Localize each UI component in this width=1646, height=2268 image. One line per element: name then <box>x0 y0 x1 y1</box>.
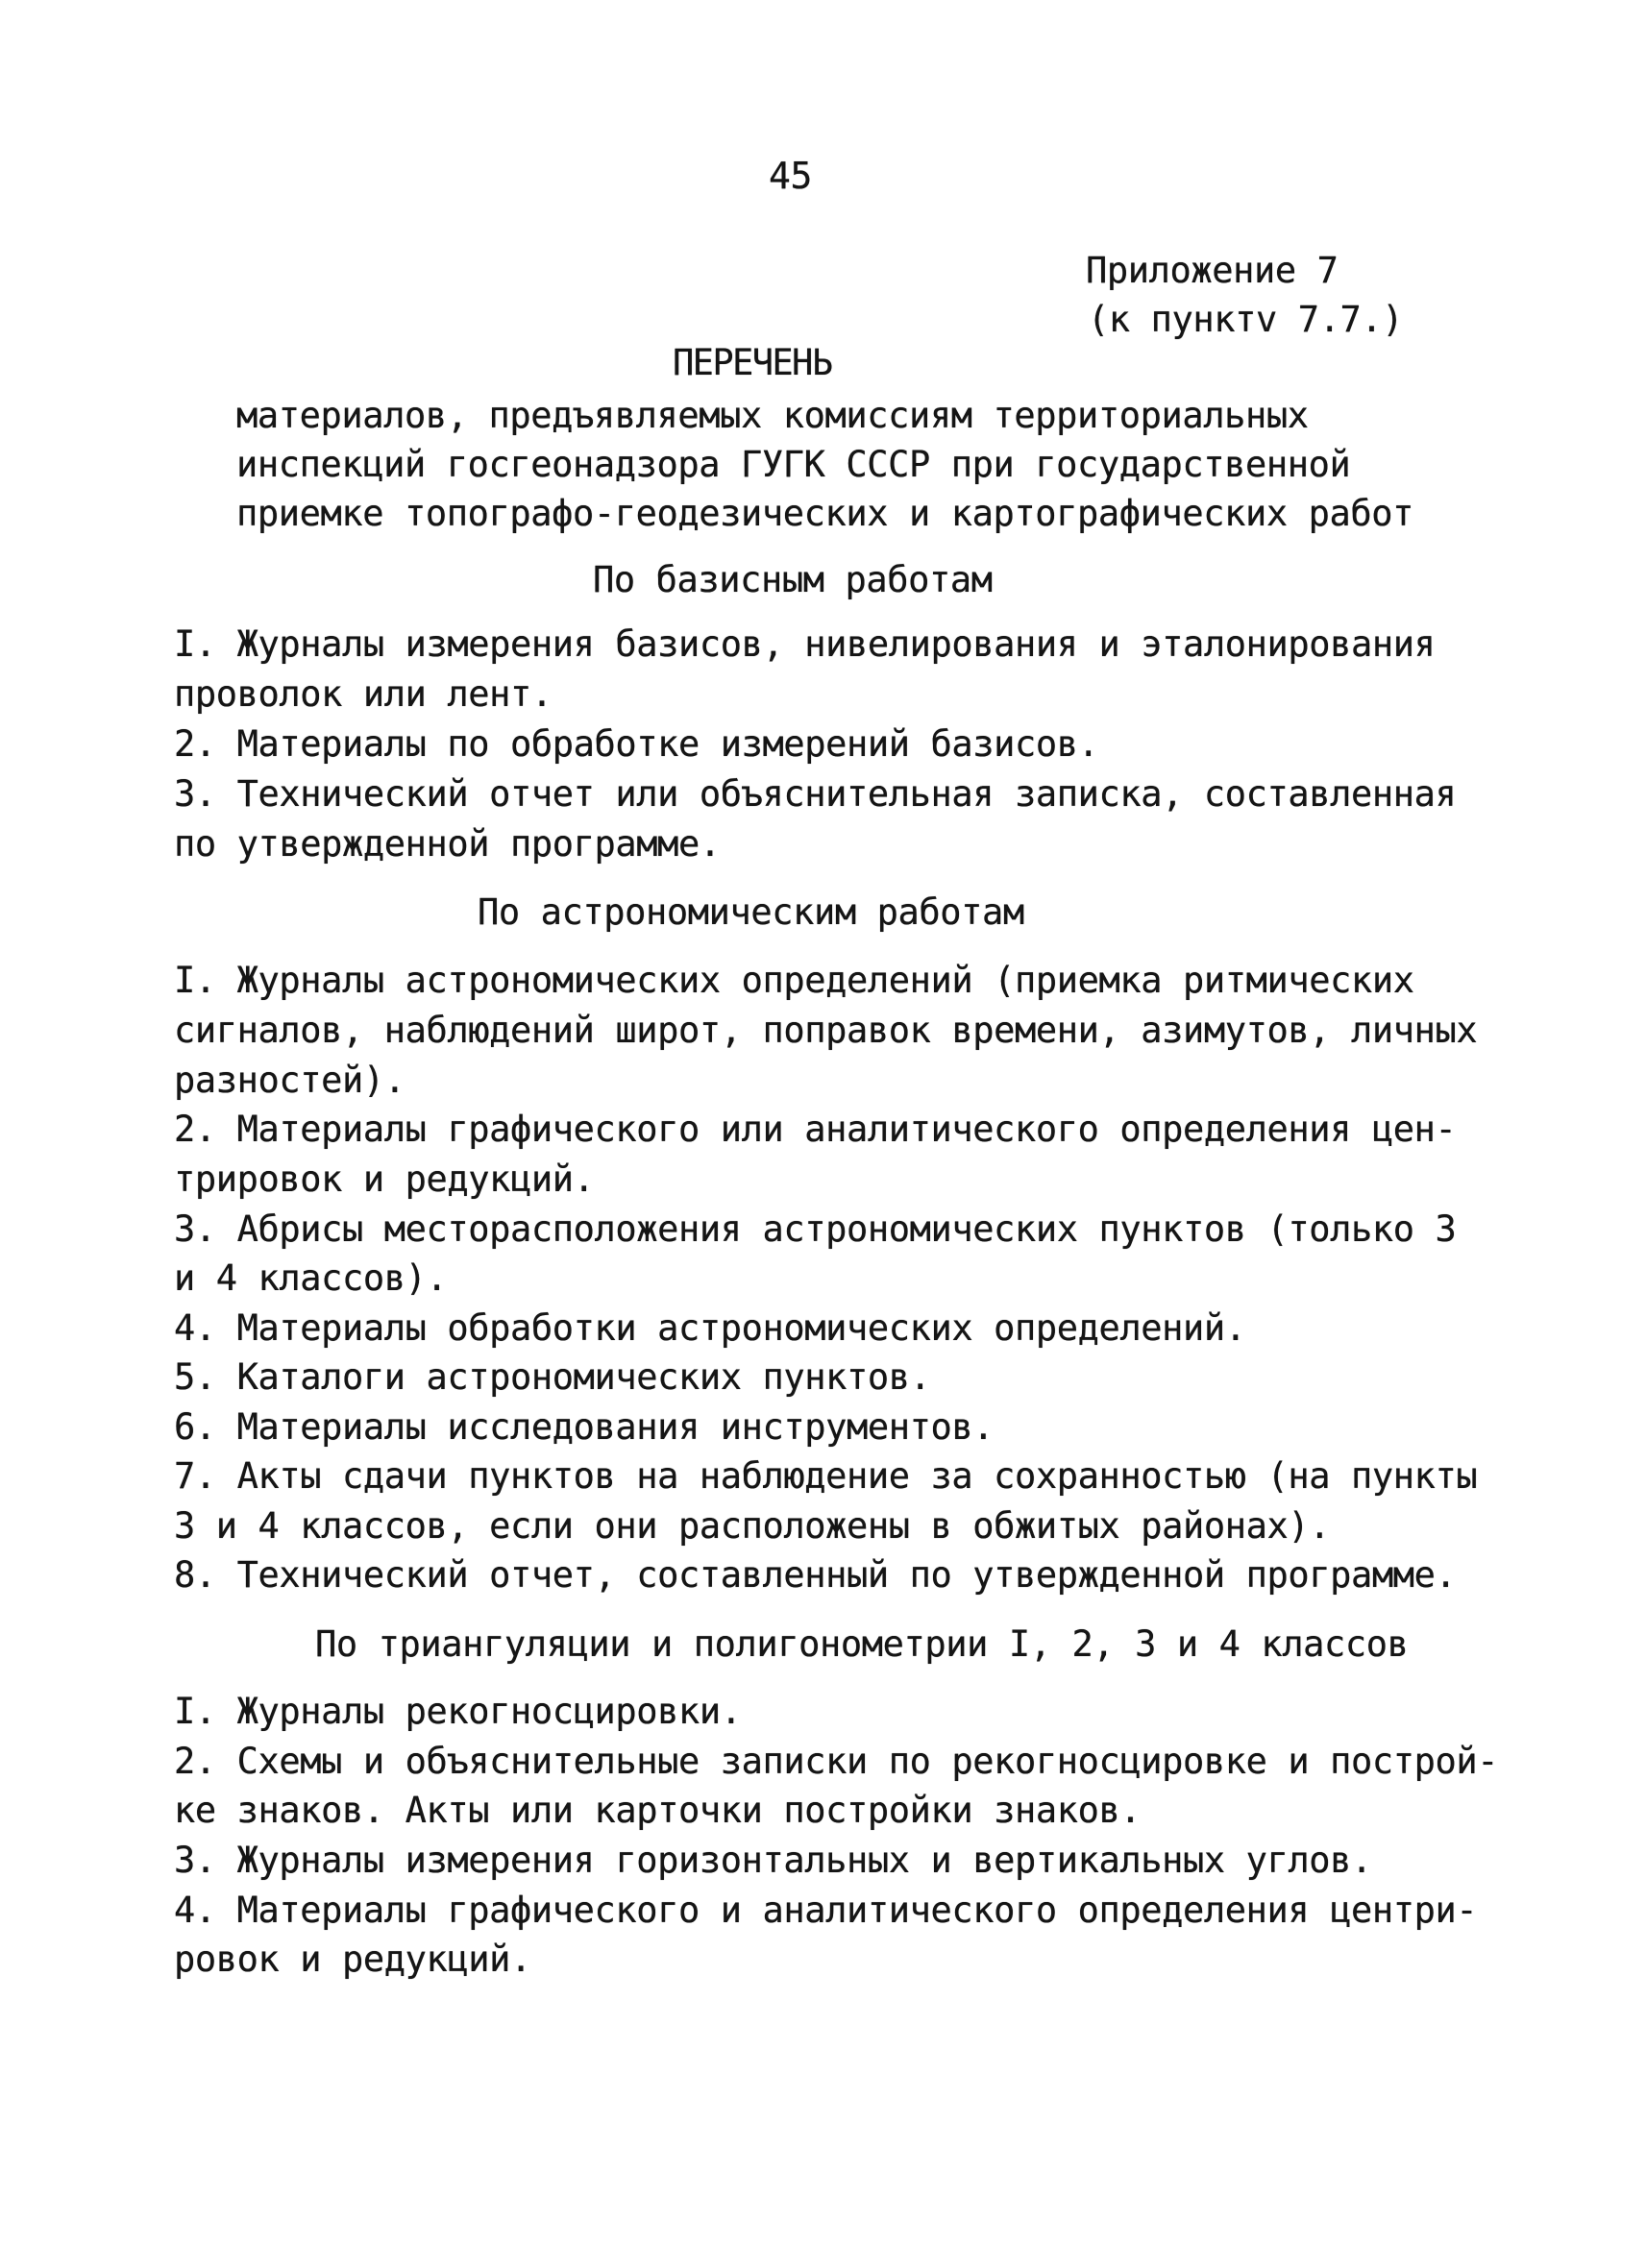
annex-label: Приложение 7 <box>1086 250 1339 291</box>
subtitle-line: материалов, предъявляемых комиссиям территориальных <box>236 395 1309 436</box>
list-item-line: 7. Акты сдачи пунктов на наблюдение за сохранностью (на пункты <box>174 1455 1478 1497</box>
list-item-line: по утвержденной программе. <box>174 823 721 865</box>
document-title: ПЕРЕЧЕНЬ <box>673 342 832 383</box>
list-item-line: и 4 классов). <box>174 1257 448 1299</box>
list-item-line: 3. Журналы измерения горизонтальных и вертикальных углов. <box>174 1840 1372 1881</box>
list-item-line: ке знаков. Акты или карточки постройки знаков. <box>174 1790 1142 1831</box>
list-item-line: 3 и 4 классов, если они расположены в обжитых районах). <box>174 1505 1331 1547</box>
list-item-line: I. Журналы рекогносцировки. <box>174 1691 742 1732</box>
list-item-line: 2. Материалы графического или аналитического определения цен- <box>174 1109 1457 1150</box>
list-item-line: I. Журналы астрономических определений (приемка ритмических <box>174 960 1414 1001</box>
list-item-line: 4. Материалы графического и аналитического определения центри- <box>174 1890 1478 1931</box>
subtitle-line: инспекций госгеонадзора ГУГК СССР при государственной <box>236 444 1351 485</box>
list-item-line: 4. Материалы обработки астрономических определений. <box>174 1307 1246 1349</box>
section-heading-triangulation-polygonometry: По триангуляции и полигонометрии I, 2, 3 и 4 классов <box>315 1623 1409 1665</box>
list-item-line: 5. Каталоги астрономических пунктов. <box>174 1356 931 1398</box>
list-item-line: 2. Материалы по обработке измерений базисов. <box>174 723 1099 765</box>
annex-reference: (к пунктv 7.7.) <box>1088 299 1404 340</box>
list-item-line: сигналов, наблюдений широт, поправок времени, азимутов, личных <box>174 1010 1478 1051</box>
list-item-line: 8. Технический отчет, составленный по утвержденной программе. <box>174 1554 1457 1596</box>
section-heading-astronomical-works: По астрономическим работам <box>478 891 1024 933</box>
list-item-line: трировок и редукций. <box>174 1158 595 1200</box>
list-item-line: ровок и редукций. <box>174 1939 531 1980</box>
section-heading-basis-works: По базисным работам <box>593 559 993 600</box>
list-item-line: разностей). <box>174 1060 405 1101</box>
list-item-line: I. Журналы измерения базисов, нивелирования и эталонирования <box>174 623 1436 665</box>
list-item-line: проволок или лент. <box>174 673 553 715</box>
list-item-line: 2. Схемы и объяснительные записки по рекогносцировке и построй- <box>174 1741 1499 1782</box>
page-number: 45 <box>769 155 812 197</box>
list-item-line: 6. Материалы исследования инструментов. <box>174 1406 995 1448</box>
subtitle-line: приемке топографо-геодезических и картографических работ <box>236 493 1414 534</box>
list-item-line: 3. Абрисы месторасположения астрономических пунктов (только 3 <box>174 1208 1457 1250</box>
list-item-line: 3. Технический отчет или объяснительная записка, составленная <box>174 773 1457 815</box>
